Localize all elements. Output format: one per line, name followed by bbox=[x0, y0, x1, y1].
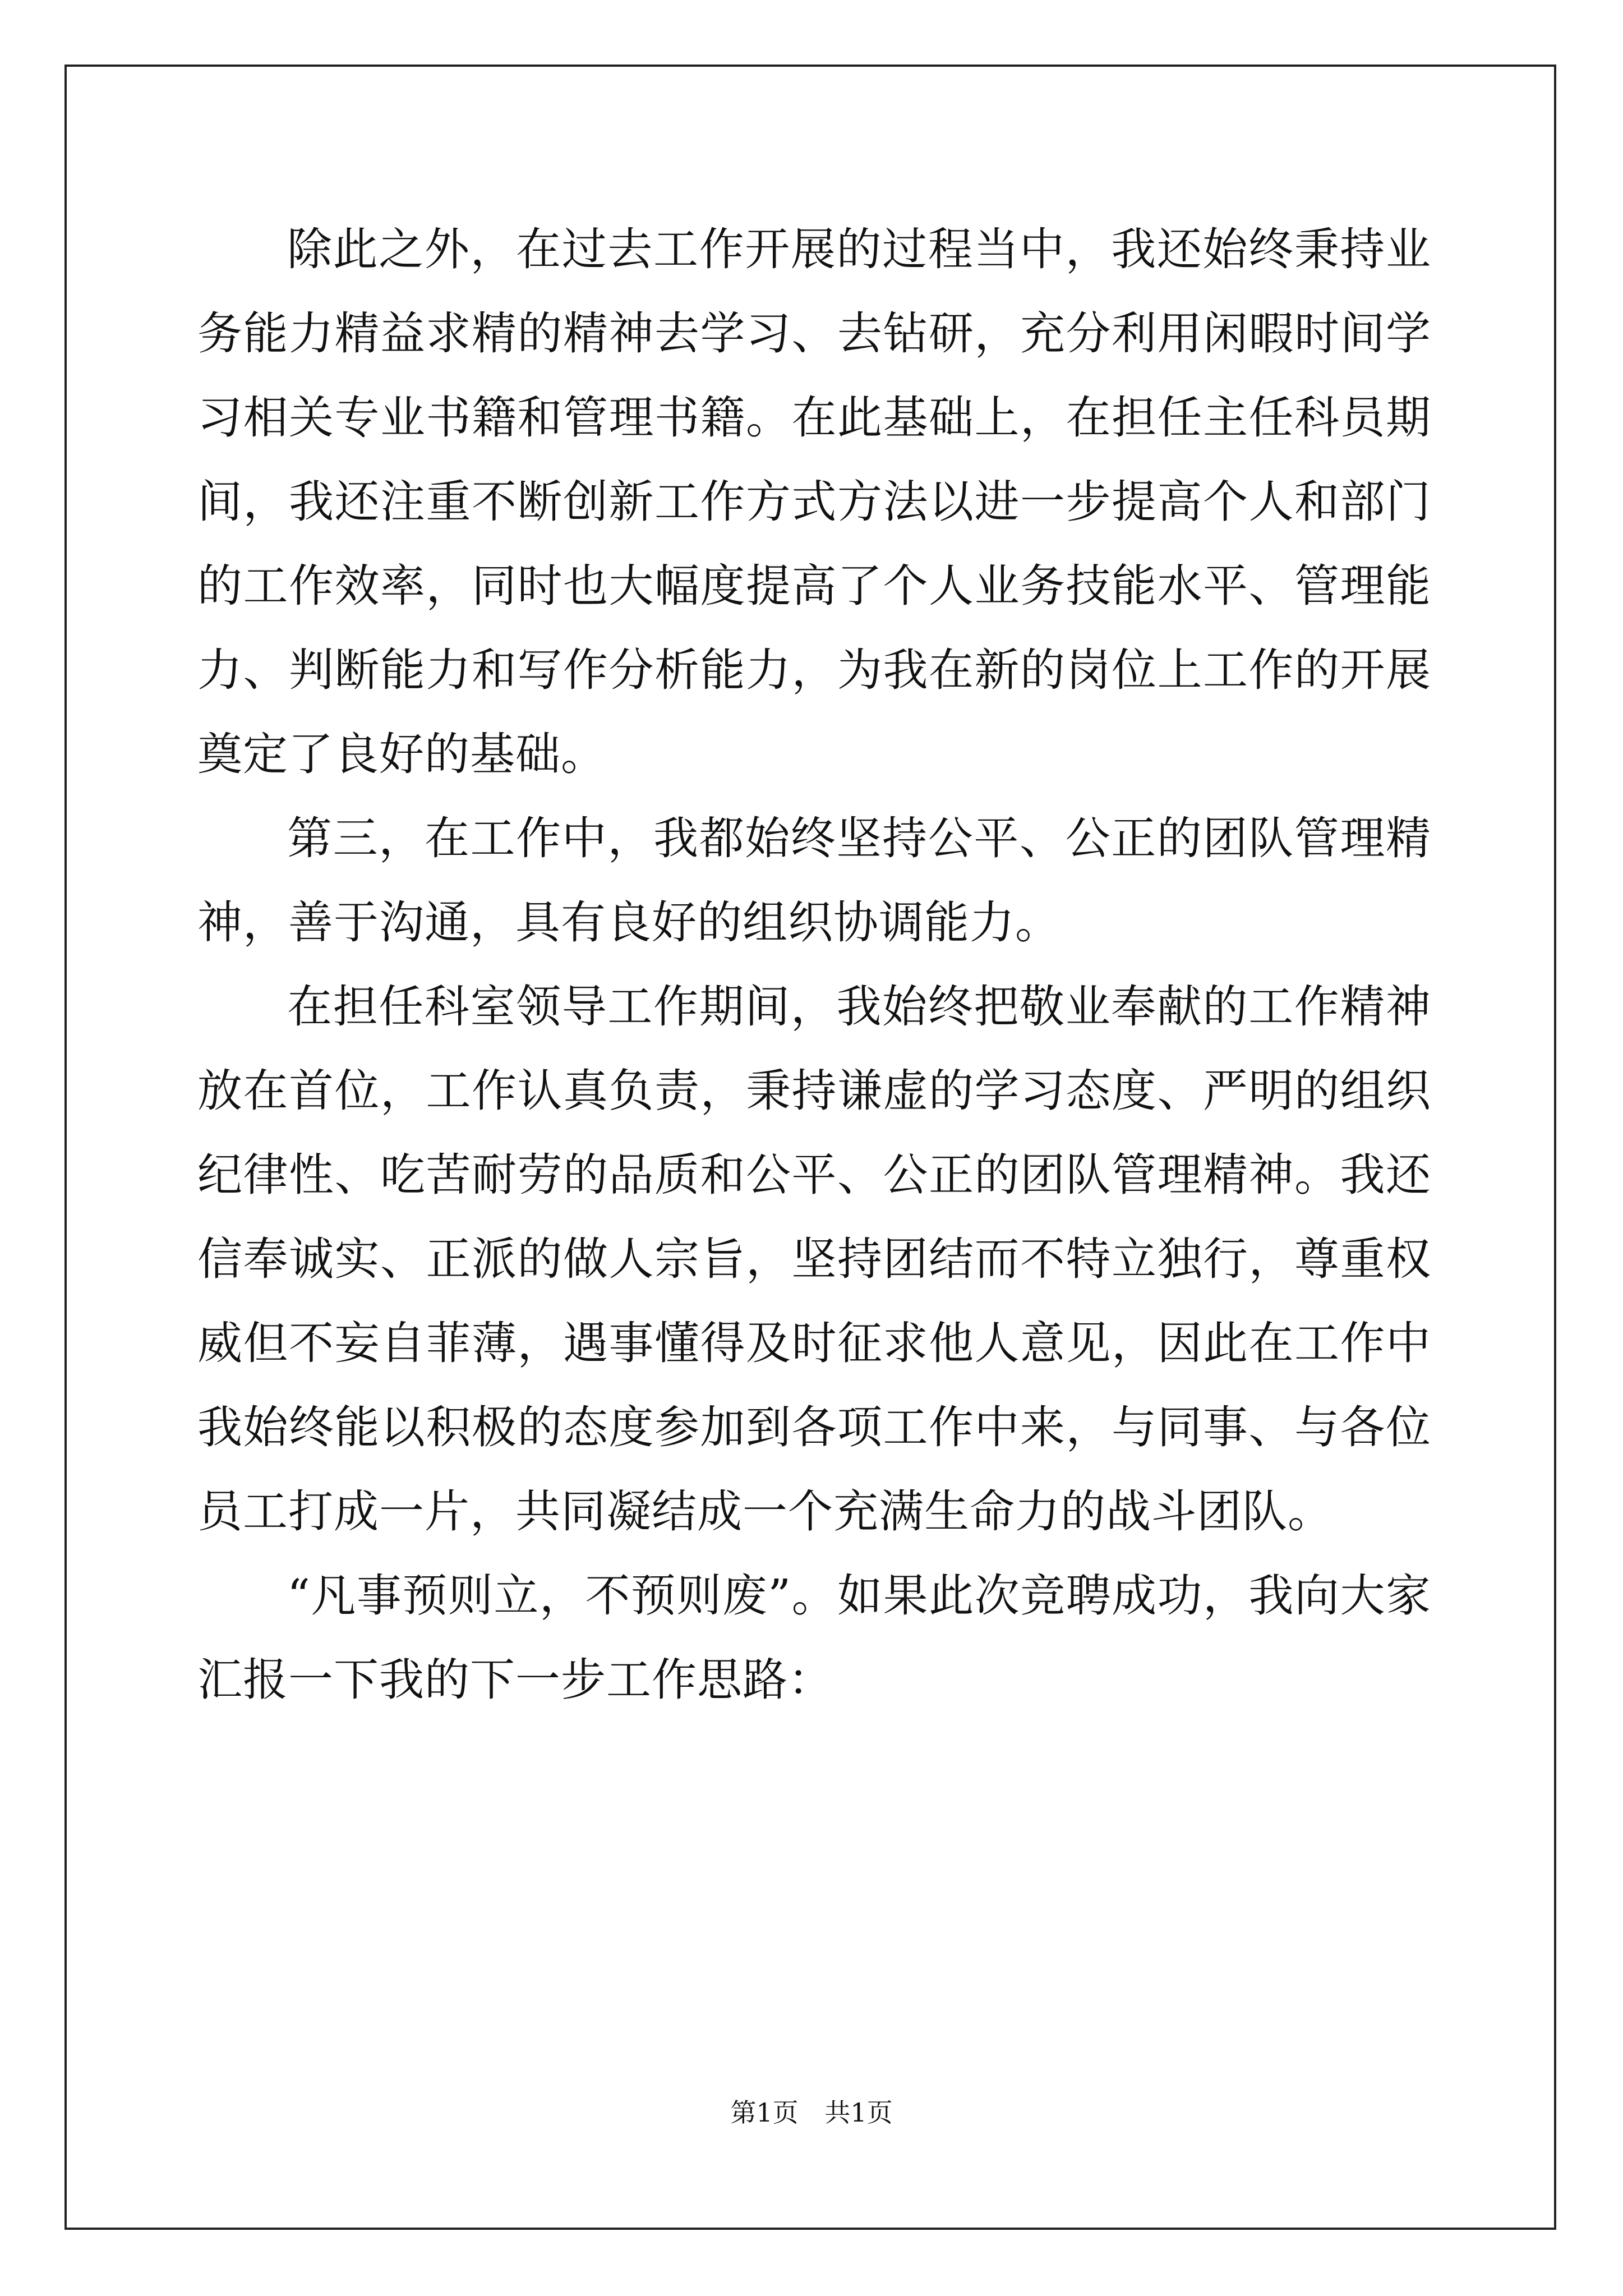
paragraph-4: “凡事预则立，不预则废”。如果此次竞聘成功，我向大家汇报一下我的下一步工作思路： bbox=[197, 1570, 1431, 1706]
paragraph-3: 在担任科室领导工作期间，我始终把敬业奉献的工作精神放在首位，工作认真负责，秉持谦虚的学习态度、严明的组织纪律性、吃苦耐劳的品质和公平、公正的团队管理精神。我还信奉诚实、正派的做人宗旨，坚持团结而不特立独行，尊重权威但不妄自菲薄，遇事懂得及时征求他人意见，因此在工作中我始终能以积极的态度参加到各项工作中来，与同事、与各位员工打成一片，共同凝结成一个充满生命力的战斗团队。 bbox=[197, 981, 1431, 1538]
page-footer bbox=[0, 2092, 1623, 2129]
page-total: 共1页 bbox=[824, 2097, 893, 2128]
page-number: 第1页 bbox=[730, 2097, 799, 2128]
paragraph-1: 除此之外，在过去工作开展的过程当中，我还始终秉持业务能力精益求精的精神去学习、去钻研，充分利用闲暇时间学习相关专业书籍和管理书籍。在此基础上，在担任主任科员期间，我还注重不断创新工作方式方法以进一步提高个人和部门的工作效率，同时也大幅度提高了个人业务技能水平、管理能力、判断能力和写作分析能力，为我在新的岗位上工作的开展奠定了良好的基础。 bbox=[197, 223, 1431, 780]
paragraph-2: 第三，在工作中，我都始终坚持公平、公正的团队管理精神，善于沟通，具有良好的组织协调能力。 bbox=[197, 812, 1431, 949]
document-body bbox=[197, 208, 1431, 1722]
